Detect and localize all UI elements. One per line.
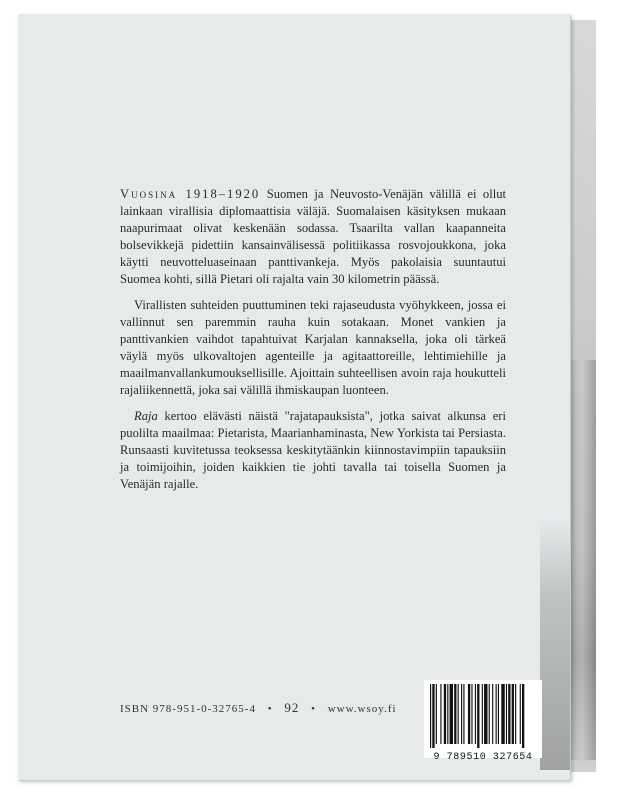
blurb-lead: Vuosina 1918–1920 [120,187,261,201]
blurb-paragraph-3-text: kertoo elävästi näistä "rajatapauksista", jotka saivat alkunsa eri puolilta maailmaa: Pietaristа, Maarianhaminasta, New Yorkista tai Persiasta. Runsaasti kuvitetussa teoksessa keskitytäänkin kiinnostavimpiin tapauksiin ja toimijoihin, joiden kaikkien tie johti tavalla tai toisella Suomen ja Venäjän rajalle. [120,409,506,491]
blurb-text [120,186,506,502]
barcode-bars [424,680,542,750]
blurb-paragraph-1 [120,186,506,288]
barcode [424,680,542,758]
separator-dot: • [311,703,316,715]
book-title-inline: Raja [134,409,158,423]
isbn: ISBN 978-951-0-32765-4 [120,703,256,715]
blurb-paragraph-2: Virallisten suhteiden puuttuminen teki rajaseudusta vyöhykkeen, jossa ei vallinnut sen paremmin rauha kuin sotakaan. Monet vankien ja panttivankien vaihdot tapahtuivat Karjalan kannaksella, joka oli tärkeä väylä myös ulkovaltojen agenteille ja agitaattoreille, lehtimiehille ja maailmanvallankumouksellisille. Ajoittain suhteellisen avoin raja houkutteli rajaliikennettä, joka sai välillä ihmiskaupan luonteen. [120,298,506,397]
blurb-paragraph-3 [120,408,506,493]
blurb-paragraph-1-text: Suomen ja Neuvosto-Venäjän välillä ei ollut lainkaan virallisia diplomaattisia väläjä. Suomalaisen käsityksen mukaan naapurimaat olivat keskenään sodassa. Tsaarilta vallan kaapanneita bolsevikkejä pidettiin kansainvälisessä politiikassa rosvojoukkona, joka käytti neuvotteluaseinaan panttivankeja. Myös pakolaisia suuntautui Suomea kohti, sillä Pietari oli rajalta vain 30 kilometrin päässä. [120,187,507,286]
separator-dot: • [267,703,273,715]
barcode-digits: 9 789510 327654 [433,752,533,763]
cover-photo-edge [540,520,570,770]
class-number: 92 [284,700,300,715]
publication-info [120,700,405,716]
spine-photo [568,360,596,760]
publisher-website: www.wsoy.fi [327,703,397,715]
